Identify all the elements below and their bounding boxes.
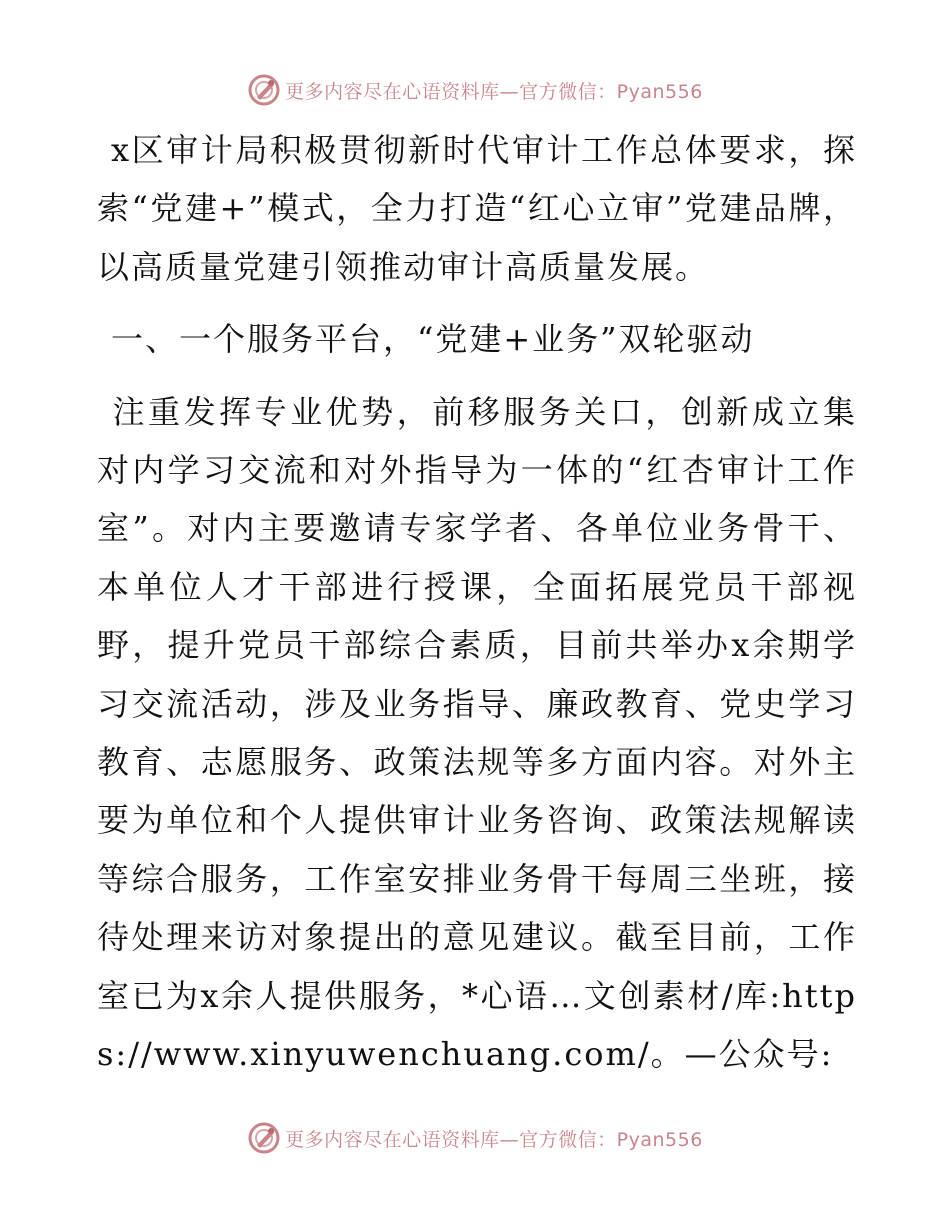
paragraph-intro-text: x区审计局积极贯彻新时代审计工作总体要求，探索“党建+”模式，全力打造“红心立审”党建品牌，以高质量党建引领推动审计高质量发展。	[97, 131, 857, 286]
paragraph-body	[97, 383, 857, 1084]
watermark-text: 更多内容尽在心语资料库—官方微信：Pyan556	[285, 1128, 703, 1151]
document-body	[97, 121, 857, 1084]
section-heading-text: 一、一个服务平台，“党建+业务”双轮驱动	[111, 320, 755, 359]
paragraph-intro	[97, 121, 857, 296]
footer-watermark	[0, 1118, 950, 1158]
watermark-text: 更多内容尽在心语资料库—官方微信：Pyan556	[285, 80, 703, 103]
section-heading	[97, 296, 857, 382]
seal-logo-icon	[247, 1121, 281, 1155]
paragraph-body-text: 注重发挥专业优势，前移服务关口，创新成立集对内学习交流和对外指导为一体的“红杏审计工作室”。对内主要邀请专家学者、各单位业务骨干、本单位人才干部进行授课，全面拓展党员干部视野，提升党员干部综合素质，目前共举办x余期学习交流活动，涉及业务指导、廉政教育、党史学习教育、志愿服务、政策法规等多方面内容。对外主要为单位和个人提供审计业务咨询、政策法规解读等综合服务，工作室安排业务骨干每周三坐班，接待处理来访对象提出的意见建议。截至目前，工作室已为x余人提供服务，*心语…文创素材/库:https://www.xinyuwenchuang.com/。—公众号:	[97, 392, 857, 1074]
seal-logo-icon	[247, 73, 281, 107]
header-watermark	[0, 70, 950, 110]
